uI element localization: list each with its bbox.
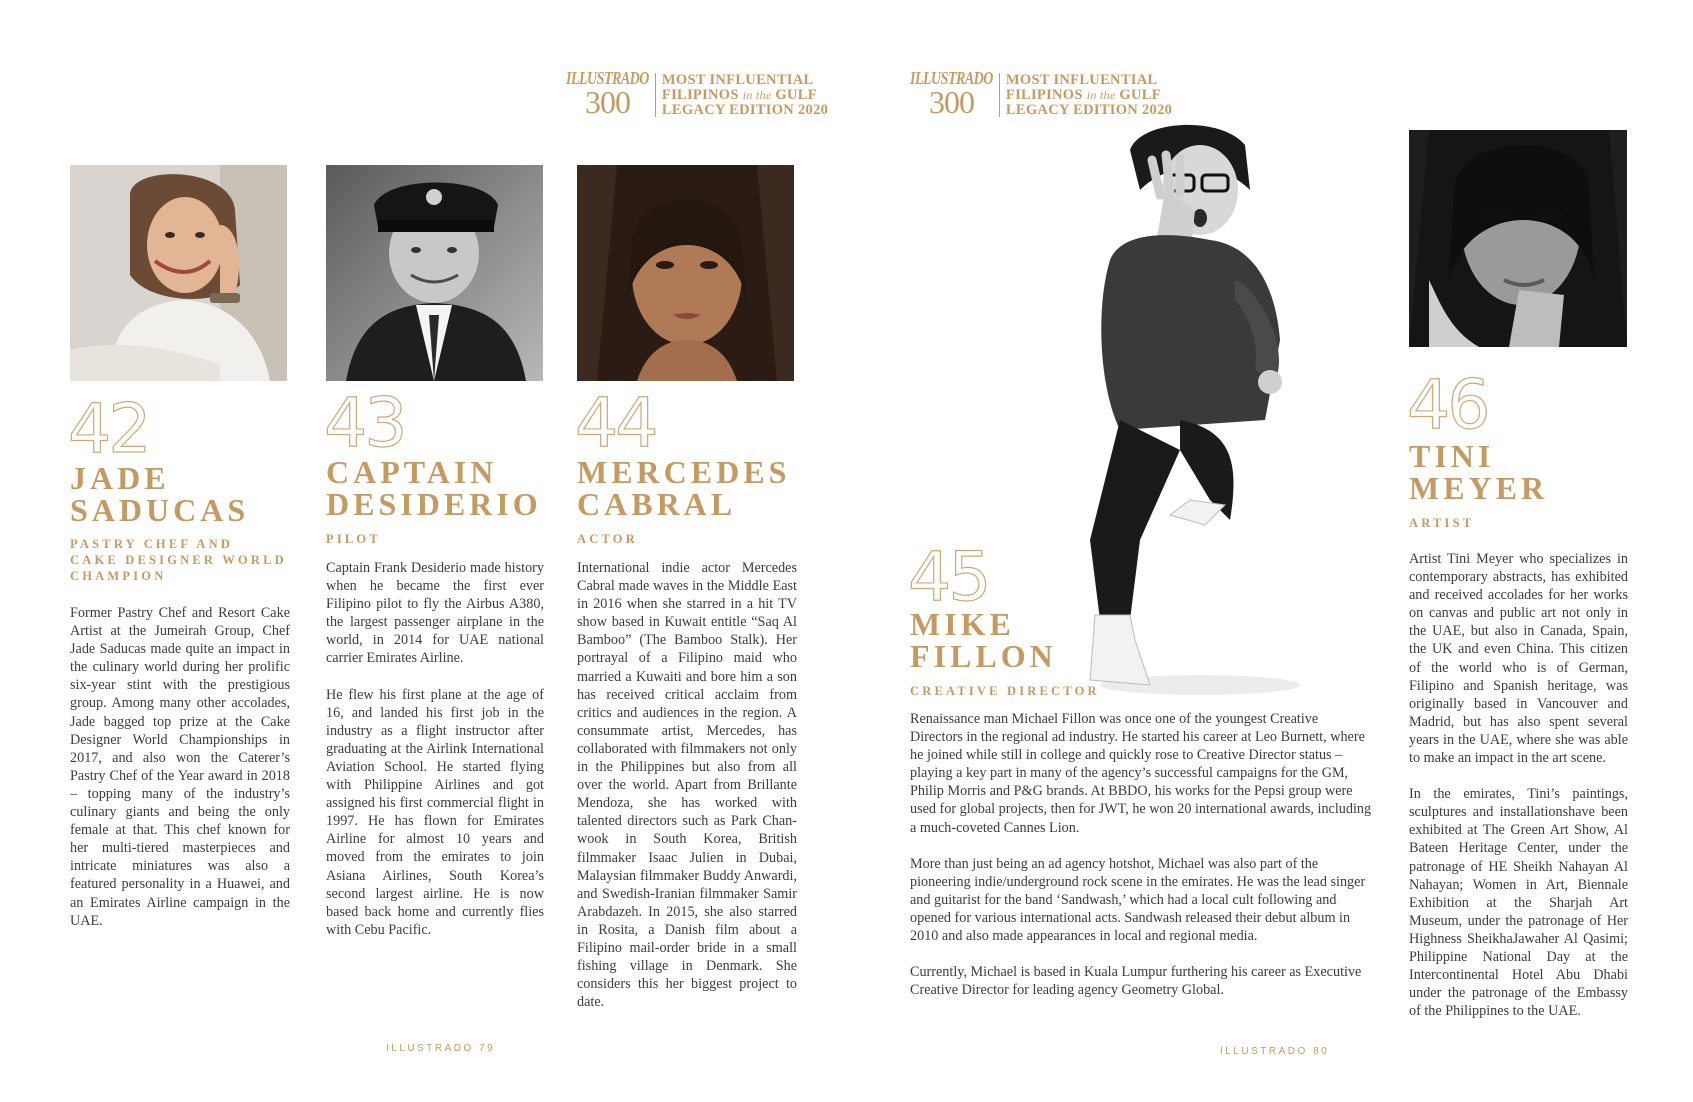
- role-line: ARTIST: [1409, 516, 1475, 530]
- portrait-mercedes-cabral: [577, 165, 794, 381]
- role-line: CREATIVE DIRECTOR: [910, 684, 1100, 698]
- name-line: CAPTAIN: [326, 454, 498, 490]
- bio-paragraph: He flew his first plane at the age of 16, and landed his first job in the industry as a flight instructor after graduating at the Airlink International Aviation School. He started flying with Philippine Airlines and got assigned his first commercial flight in 1997. He has flown for Emirates Airline for almost 10 years and moved from the emirates to join Asiana Airlines, South Korea’s second largest airline. He is now based back home and currently flies with Cebu Pacific.: [326, 686, 544, 938]
- rank-number: 45: [908, 538, 989, 617]
- bio-paragraph: More than just being an ad agency hotshot, Michael was also part of the pioneering indie/underground rock scene in the emirates. He was the lead singer and guitarist for the band ‘Sandwash,’ which had a local cult following and opened for various international acts. Sandwash released their debut album in 2010 and also made appearances in local and regional media.: [910, 855, 1366, 945]
- portrait-jade-saducas: [70, 165, 287, 381]
- logo-line-1: MOST INFLUENTIAL: [1005, 71, 1158, 88]
- logo-mark: [566, 70, 656, 120]
- name-line: CABRAL: [577, 486, 737, 522]
- bio-paragraph: Captain Frank Desiderio made history when he became the first ever Filipino pilot to fly the Airbus A380, the largest passenger airplane in the world, in 2014 for UAE national carrier Emirates Airline.: [326, 560, 544, 667]
- bio-paragraph: Currently, Michael is based in Kuala Lumpur furthering his career as Executive Creative Director for leading agency Geometry Global.: [910, 964, 1362, 999]
- name-line: JADE: [70, 460, 170, 496]
- portrait-tini-meyer: [1409, 130, 1627, 347]
- portrait-image: [326, 165, 543, 381]
- profile-name: [577, 456, 790, 520]
- profile-role: [1409, 515, 1474, 531]
- portrait-image: [1409, 130, 1627, 347]
- rank-number: 46: [1407, 366, 1488, 445]
- profile-name: [70, 462, 249, 526]
- logo-tagline: [1000, 73, 1172, 118]
- profile-bio: [910, 710, 1372, 999]
- logo-number: 300: [584, 84, 630, 120]
- portrait-mike-fillon: [1060, 120, 1310, 700]
- role-line: CHAMPION: [70, 569, 167, 583]
- portrait-image: [577, 165, 794, 381]
- profile-bio: [326, 559, 544, 939]
- logo-mark: [910, 70, 1000, 120]
- logo-line-1: MOST INFLUENTIAL: [661, 71, 814, 88]
- profile-name: [1409, 440, 1548, 504]
- name-line: FILLON: [910, 638, 1057, 674]
- name-line: MEYER: [1409, 470, 1549, 506]
- name-line: MIKE: [910, 606, 1015, 642]
- name-line: MERCEDES: [577, 454, 791, 490]
- profile-bio: [577, 559, 797, 1011]
- role-line: PASTRY CHEF AND: [70, 537, 234, 551]
- masthead-logo-left: [566, 70, 828, 120]
- portrait-image: [70, 165, 287, 381]
- logo-brand: ILLUSTRADO: [910, 70, 993, 89]
- masthead-logo-right: [910, 70, 1172, 120]
- page-number-left: ILLUSTRADO 79: [386, 1043, 496, 1054]
- name-line: DESIDERIO: [326, 486, 542, 522]
- page-number-right: ILLUSTRADO 80: [1220, 1046, 1330, 1057]
- rank-number: 44: [575, 384, 656, 463]
- portrait-captain-desiderio: [326, 165, 543, 381]
- logo-line-3: LEGACY EDITION 2020: [661, 101, 829, 118]
- role-line: CAKE DESIGNER WORLD: [70, 553, 287, 567]
- profile-role: [910, 683, 1100, 699]
- logo-brand: ILLUSTRADO: [566, 70, 649, 89]
- logo-line-3: LEGACY EDITION 2020: [1005, 101, 1173, 118]
- bio-paragraph: In the emirates, Tini’s paintings, sculptures and installationshave been exhibited at The Green Art Show, Al Bateen Heritage Center, under the patronage of HE Sheikh Nahayan Al Nahayan; Women in Art, Biennale Exhibition at the Sharjah Art Museum, under the patronage of Her Highness SheikhaJawaher Al Qasimi; Philippine National Day at the Intercontinental Hotel Abu Dhabi under the patronage of the Embassy of the Philippines to the UAE.: [1409, 786, 1628, 1020]
- bio-paragraph: Renaissance man Michael Fillon was once one of the youngest Creative Directors in the regional ad industry. He started his career at Leo Burnett, where he joined while still in college and quickly rose to Creative Director status – playing a key part in many of the agency’s successful campaigns for the GM, Philip Morris and P&G brands. At BBDO, his works for the Pepsi group were used for global projects, then for JWT, he won 20 international awards, including a much-coveted Cannes Lion.: [910, 711, 1372, 836]
- name-line: SADUCAS: [70, 492, 250, 528]
- logo-tagline: [656, 73, 828, 118]
- profile-role: [326, 531, 381, 547]
- rank-number: 43: [324, 384, 405, 463]
- role-line: ACTOR: [577, 532, 638, 546]
- logo-line-2: FILIPINOS in the GULF: [661, 86, 817, 103]
- portrait-image: [1060, 120, 1310, 700]
- profile-bio: [70, 604, 290, 930]
- bio-paragraph: Artist Tini Meyer who specializes in contemporary abstracts, has exhibited and received accolades for her works on canvas and public art not only in the UAE, but also in Canada, Spain, the UK and even China. This citizen of the world who is of German, Filipino and Spanish heritage, was originally based in Vancouver and Madrid, but has also spent several years in the UAE, where she was able to make an impact in the art scene.: [1409, 551, 1628, 767]
- name-line: TINI: [1409, 438, 1495, 474]
- bio-paragraph: International indie actor Mercedes Cabral made waves in the Middle East in 2016 when she starred in a hit TV show based in Kuwait entitle “Saq Al Bamboo” (The Bamboo Stalk). Her portrayal of a Filipino maid who married a Kuwaiti and bore him a son has received critical acclaim from critics and audiences in the region. A consummate artist, Mercedes, has collaborated with filmmakers not only in the Philippines but also from all over the world. Apart from Brillante Mendoza, she has worked with talented directors such as Park Chan-wook in South Korea, British filmmaker Isaac Julien in Dubai, Malaysian filmmaker Buddy Anwardi, and Swedish-Iranian filmmaker Samir Arabdazeh. In 2015, she also starred in Rosita, a Danish film about a Filipino mail-order bride in a small fishing village in Denmark. She considers this her biggest project to date.: [577, 560, 797, 1011]
- profile-role: [70, 536, 287, 584]
- profile-role: [577, 531, 638, 547]
- rank-number: 42: [68, 390, 149, 469]
- logo-line-2: FILIPINOS in the GULF: [1005, 86, 1161, 103]
- profile-name: [910, 608, 1057, 672]
- bio-paragraph: Former Pastry Chef and Resort Cake Artist at the Jumeirah Group, Chef Jade Saducas made quite an impact in the culinary world during her prolific six-year stint with the prestigious group. Among many other accolades, Jade bagged top prize at the Cake Designer World Championships in 2017, and also won the Caterer’s Pastry Chef of the Year award in 2018 – topping many of the industry’s culinary giants and being the only female at that. This chef known for her multi-tiered masterpieces and intricate miniatures was also a featured personality in a Huawei, and an Emirates Airline campaign in the UAE.: [70, 605, 290, 929]
- role-line: PILOT: [326, 532, 381, 546]
- logo-number: 300: [928, 84, 974, 120]
- profile-name: [326, 456, 542, 520]
- profile-bio: [1409, 550, 1628, 1020]
